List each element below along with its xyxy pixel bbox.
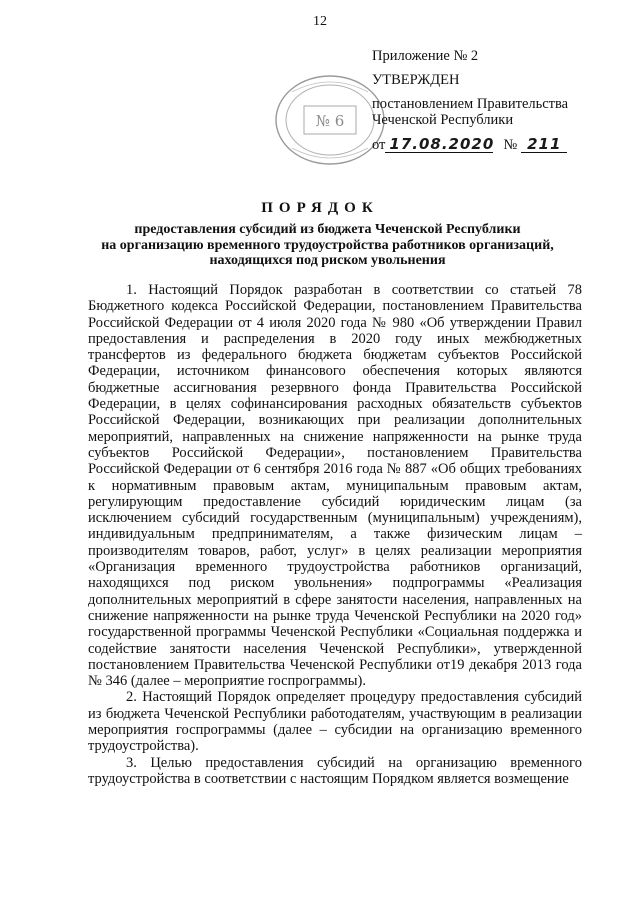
subtitle-line-1: предоставления субсидий из бюджета Чеченской Республики [134,222,521,237]
page-number: 12 [313,14,327,29]
subtitle-line-3: находящихся под риском увольнения [209,253,446,268]
stamp-number: № 6 [315,112,345,130]
approved-heading: УТВЕРЖДЕН [372,72,460,88]
handwritten-date: 17.08.2020 [385,136,493,153]
paragraph-3: 3. Целью предоставления субсидий на организацию временного трудоустройства в соответствии с настоящим Порядком является возмещение [88,754,582,787]
document-subtitle [90,222,565,269]
handwritten-number: 211 [521,136,567,153]
document-body [88,282,582,787]
subtitle-line-2: на организацию временного трудоустройства работников организаций, [101,237,554,253]
appendix-label: Приложение № 2 [372,48,479,64]
document-title: ПОРЯДОК [261,200,379,216]
approved-by-line-1: постановлением Правительства [372,96,569,112]
approval-block [372,48,568,153]
paragraph-2: 2. Настоящий Порядок определяет процедуру предоставления субсидий из бюджета Чеченской Республики работодателям, участвующим в реализации мероприятия госпрограммы (далее – субсидии на организацию временного трудоустройства). [88,689,582,755]
approved-by-line-2: Чеченской Республики [372,112,514,128]
number-sign: № [503,137,518,153]
date-prefix: от [372,137,386,153]
paragraph-1: 1. Настоящий Порядок разработан в соответствии со статьей 78 Бюджетного кодекса Российской Федерации, постановлением Правительства Российской Федерации от 4 июля 2020 года № 980 «Об утверждении Правил предоставления и распределения в 2020 году иных межбюджетных трансфертов из федерального бюджета бюджетам субъектов Российской Федерации, источником финансового обеспечения которых являются бюджетные ассигнования резервного фонда Правительства Российской Федерации, в целях софинансирования расходных обязательств субъектов Российской Федерации, возникающих при реализации дополнительных мероприятий, направленных на снижение напряженности на рынке труда субъектов Российской Федерации», постановлением Правительства Российской Федерации от 6 сентября 2016 года № 887 «Об общих требованиях к нормативным правовым актам, муниципальным правовым актам, регулирующим предоставление субсидий юридическим лицам (за исключением субсидий государственным (муниципальным) учреждениям), индивидуальным предпринимателям, а также физическим лицам – производителям товаров, работ, услуг» в целях реализации мероприятия «Организация временного трудоустройства работников организаций, находящихся под риском увольнения» подпрограммы «Реализация дополнительных мероприятий в сфере занятости населения, направленных на снижение напряженности на рынке труда Чеченской Республики на 2020 год» государственной программы Чеченской Республики «Социальная поддержка и содействие занятости населения Чеченской Республики», утвержденной постановлением Правительства Чеченской Республики от19 декабря 2013 года № 346 (далее – мероприятие госпрограммы). [88,282,582,690]
date-number-line [372,136,568,153]
